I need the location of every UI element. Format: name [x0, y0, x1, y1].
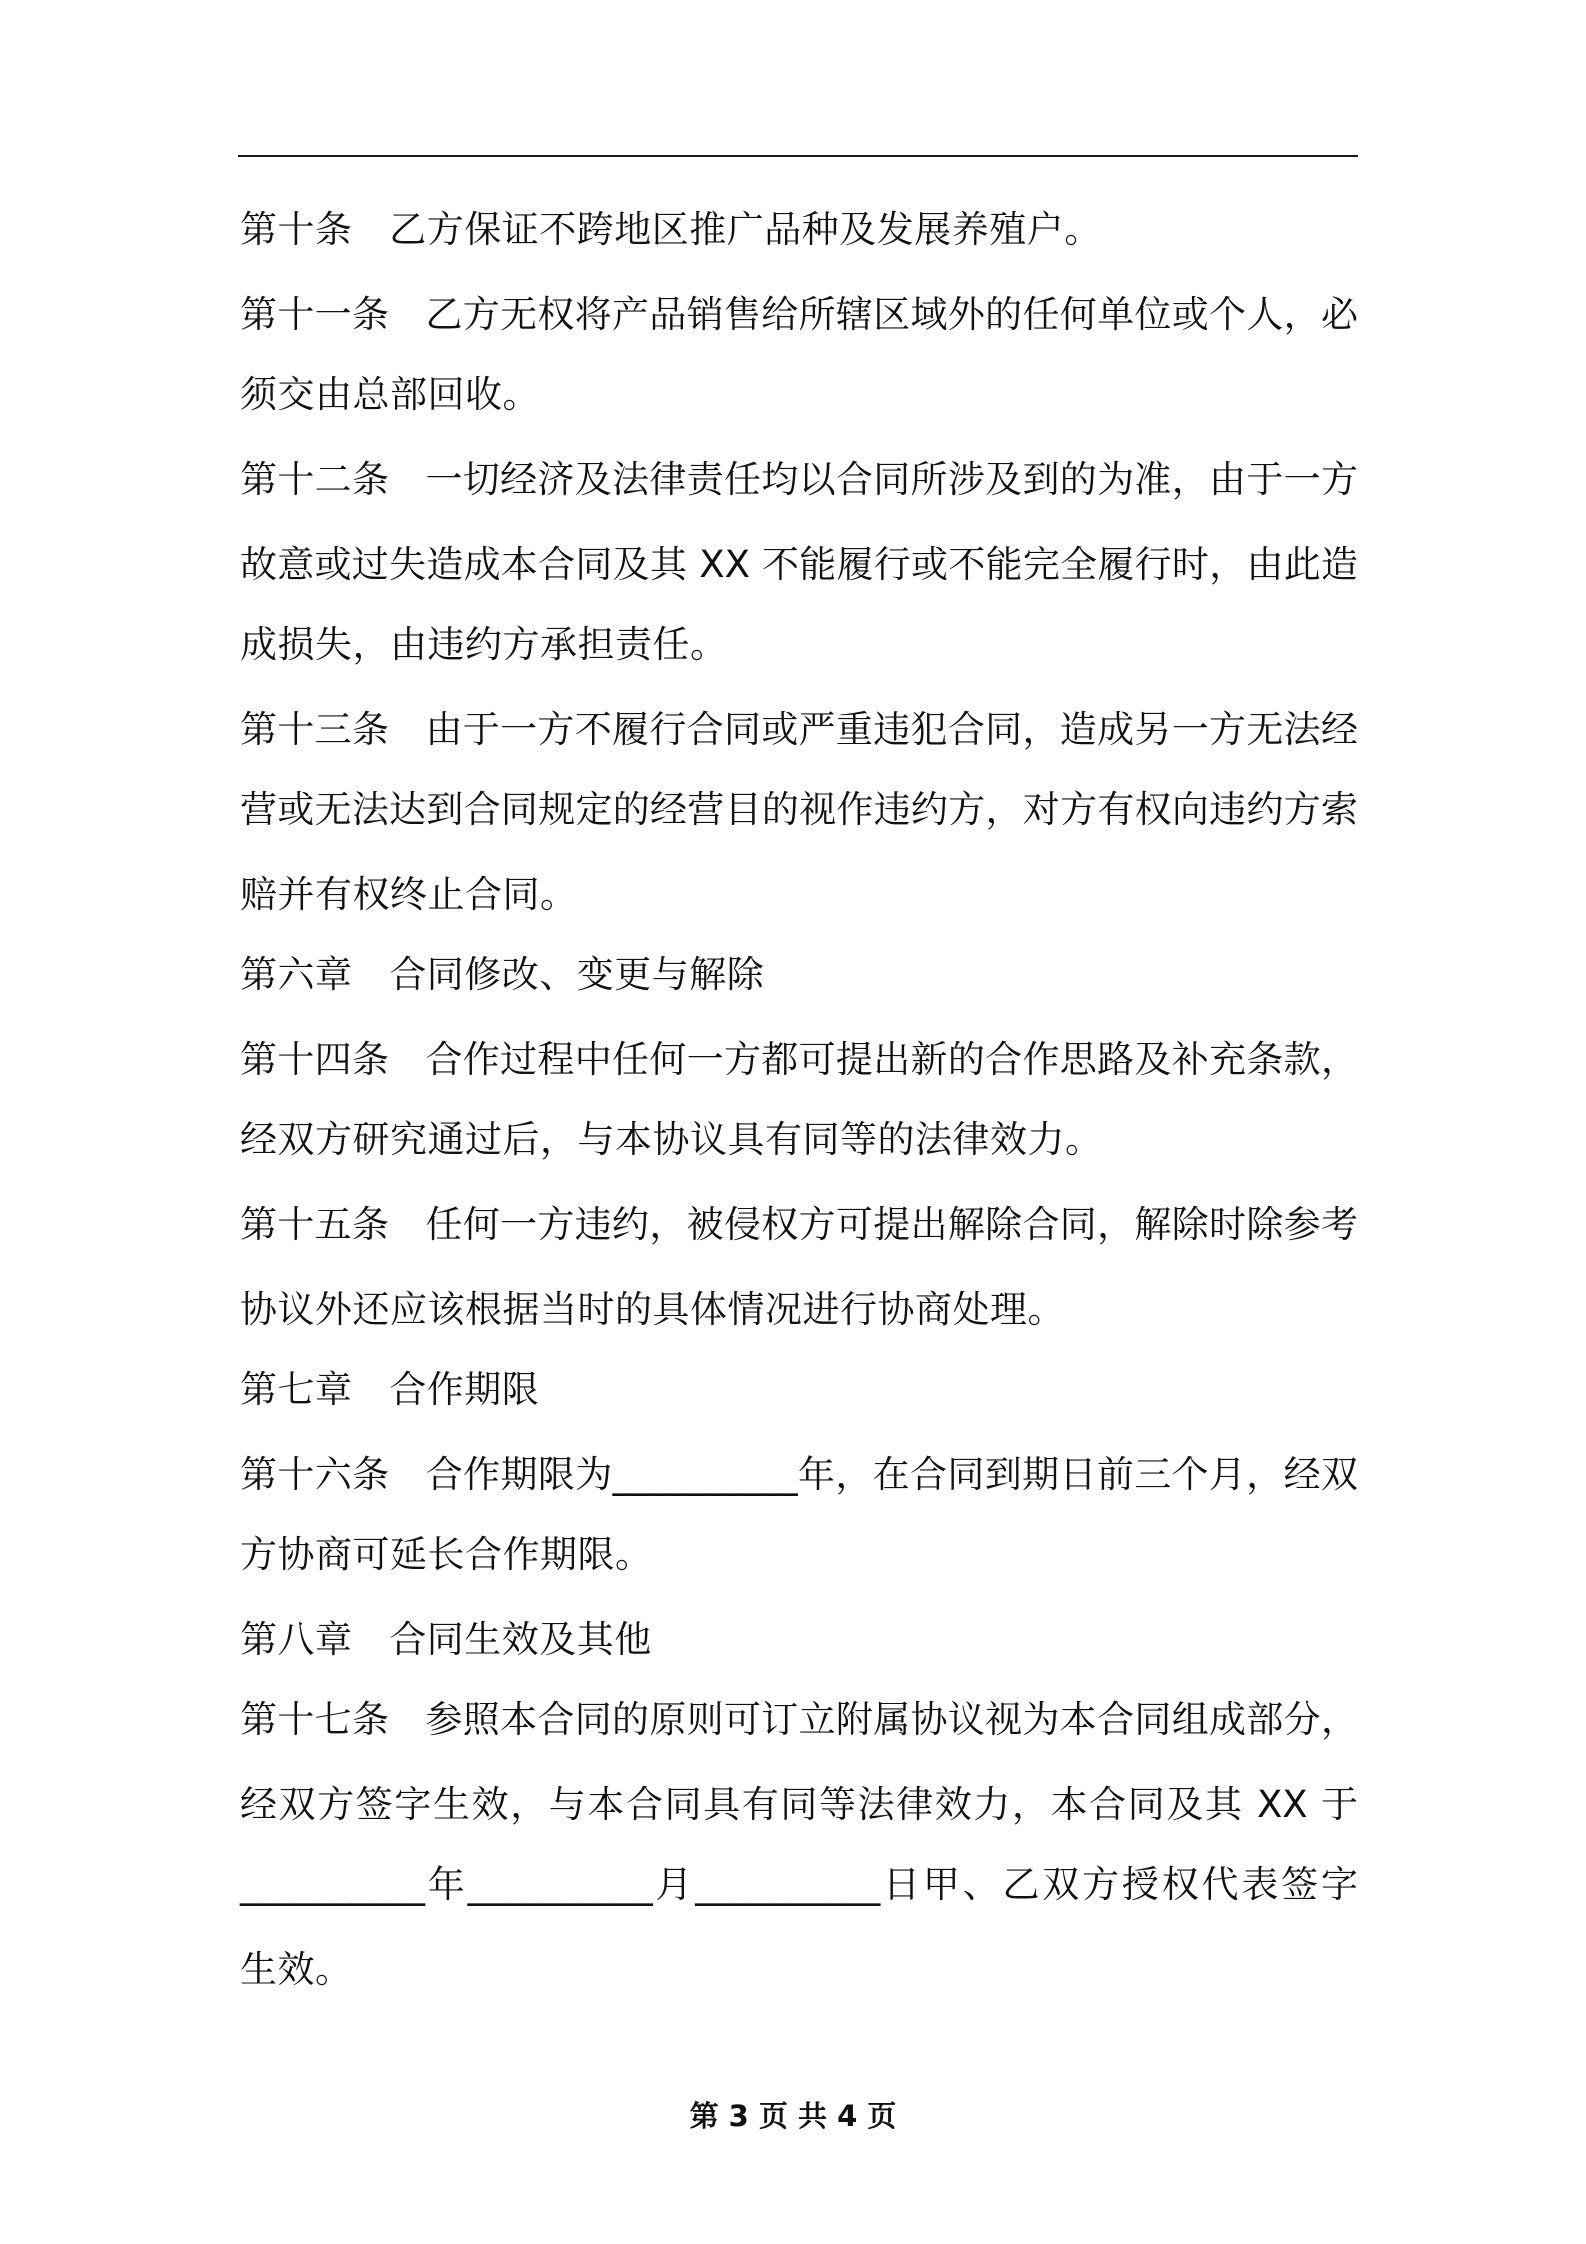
header-rule [238, 155, 1358, 157]
article-14-line-1: 第十四条 合作过程中任何一方都可提出新的合作思路及补充条款， [240, 1038, 1358, 1081]
article-17-line-3: __________年__________月__________日甲、乙双方授权代表签字 [240, 1863, 1358, 1906]
article-17-line-1: 第十七条 参照本合同的原则可订立附属协议视为本合同组成部分， [240, 1698, 1358, 1741]
article-16-line-1: 第十六条 合作期限为__________年，在合同到期日前三个月，经双 [240, 1453, 1358, 1496]
article-12-line-3: 成损失，由违约方承担责任。 [240, 623, 728, 666]
article-13-line-1: 第十三条 由于一方不履行合同或严重违犯合同，造成另一方无法经 [240, 708, 1358, 751]
article-14-line-2: 经双方研究通过后，与本协议具有同等的法律效力。 [240, 1118, 1103, 1161]
article-15-line-1: 第十五条 任何一方违约，被侵权方可提出解除合同，解除时除参考 [240, 1203, 1358, 1246]
article-12-line-1: 第十二条 一切经济及法律责任均以合同所涉及到的为准，由于一方 [240, 458, 1358, 501]
article-17-line-2: 经双方签字生效，与本合同具有同等法律效力，本合同及其 XX 于 [240, 1783, 1358, 1826]
page-number-footer: 第 3 页 共 4 页 [689, 2099, 897, 2133]
chapter-8-heading: 第八章 合同生效及其他 [240, 1618, 652, 1661]
article-11-line-1: 第十一条 乙方无权将产品销售给所辖区域外的任何单位或个人，必 [240, 293, 1358, 336]
chapter-6-heading: 第六章 合同修改、变更与解除 [240, 953, 765, 996]
chapter-7-heading: 第七章 合作期限 [240, 1368, 540, 1411]
article-16-line-2: 方协商可延长合作期限。 [240, 1533, 653, 1576]
article-13-line-3: 赔并有权终止合同。 [240, 873, 578, 916]
article-11-line-2: 须交由总部回收。 [240, 373, 540, 416]
article-17-line-4: 生效。 [240, 1948, 353, 1991]
article-10-line: 第十条 乙方保证不跨地区推广品种及发展养殖户。 [240, 208, 1102, 251]
article-15-line-2: 协议外还应该根据当时的具体情况进行协商处理。 [240, 1288, 1065, 1331]
article-12-line-2: 故意或过失造成本合同及其 XX 不能履行或不能完全履行时，由此造 [240, 543, 1358, 586]
article-13-line-2: 营或无法达到合同规定的经营目的视作违约方，对方有权向违约方索 [240, 788, 1358, 831]
